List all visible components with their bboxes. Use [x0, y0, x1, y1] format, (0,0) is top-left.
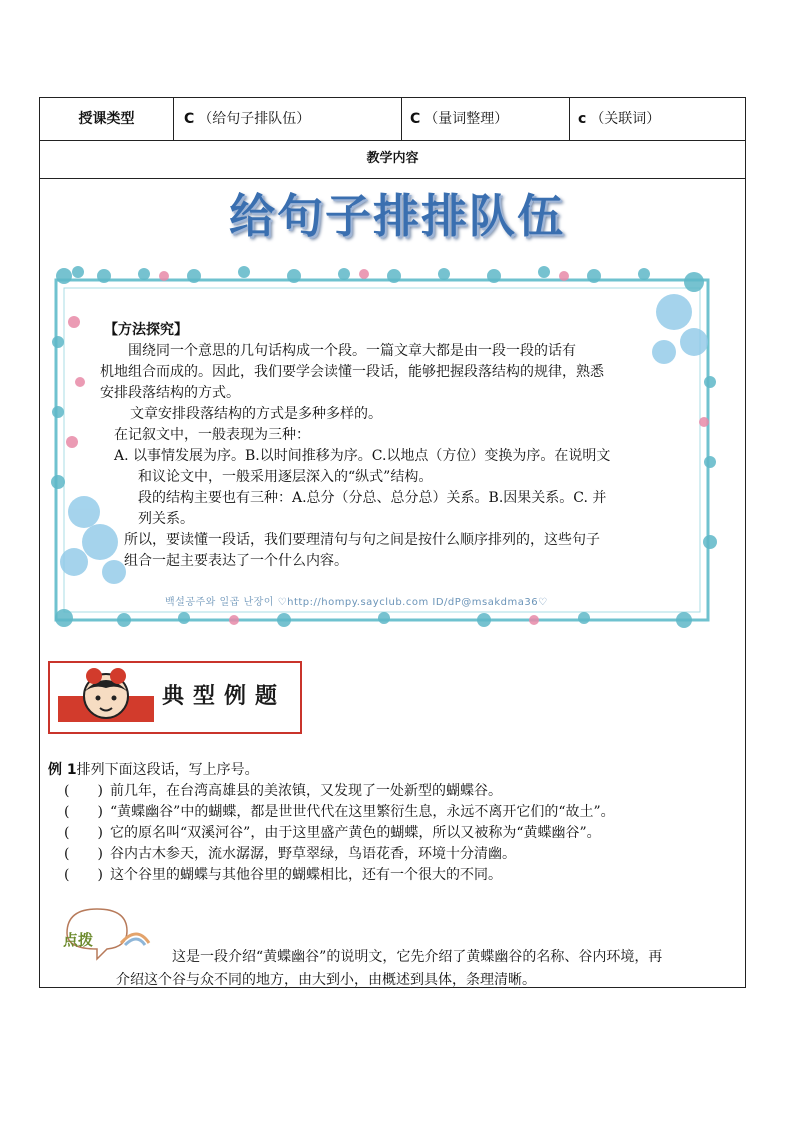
example-section — [48, 760, 748, 886]
tip-line: 这是一段介绍“黄蝶幽谷”的说明文，它先介绍了黄蝶幽谷的名称、谷内环境，再 — [172, 949, 663, 965]
tip-line: 介绍这个谷与众不同的地方，由大到小，由概述到具体，条理清晰。 — [116, 972, 536, 988]
list-item: ( ) 这个谷里的蝴蝶与其他谷里的蝴蝶相比，还有一个很大的不同。 — [64, 867, 502, 883]
examples-banner — [48, 661, 302, 734]
list-item: ( ) 谷内古木参天，流水潺潺，野草翠绿，鸟语花香，环境十分清幽。 — [64, 846, 516, 862]
method-line: 围绕同一个意思的几句话构成一个段。一篇文章大都是由一段一段的话有 — [128, 343, 576, 359]
list-item: ( ) 它的原名叫“双溪河谷”，由于这里盛产黄色的蝴蝶，所以又被称为“黄蝶幽谷”。 — [64, 825, 601, 841]
method-line: 在记叙文中，一般表现为三种： — [114, 427, 310, 443]
method-line: A. 以事情发展为序。B.以时间推移为序。C.以地点（方位）变换为序。在说明文 — [114, 448, 611, 464]
tip-label: 点拨 — [63, 931, 94, 949]
lesson-type-row — [40, 98, 745, 141]
type-label: 授课类型 — [40, 98, 174, 140]
banner-text: 典型例题 — [162, 684, 287, 709]
tip-text — [48, 946, 742, 992]
method-line: 机地组合而成的。因此，我们要学会读懂一段话，能够把握段落结构的规律，熟悉 — [100, 364, 604, 380]
type-option-2: C （量词整理） — [402, 98, 570, 140]
type-option-1: C （给句子排队伍） — [174, 98, 402, 140]
example-prompt: 例 1排列下面这段话，写上序号。 — [48, 762, 259, 778]
method-line: 文章安排段落结构的方式是多种多样的。 — [130, 406, 382, 422]
method-line: 安排段落结构的方式。 — [100, 385, 240, 401]
method-section — [100, 320, 690, 572]
cartoon-girl-icon — [58, 666, 154, 730]
type-option-3: c （关联词） — [578, 111, 661, 127]
method-line: 和议论文中，一般采用逐层深入的“纵式”结构。 — [138, 469, 433, 485]
content-label: 教学内容 — [40, 140, 745, 179]
decoration-caption: 백설공주와 일곱 난장이 ♡http://hompy.sayclub.com ID/dP@msakdma36♡ — [165, 597, 548, 608]
method-heading: 【方法探究】 — [104, 322, 188, 338]
method-line: 所以，要读懂一段话，我们要理清句与句之间是按什么顺序排列的，这些句子 — [124, 532, 600, 548]
page-title: 给句子排排队伍 — [229, 189, 565, 243]
method-line: 列关系。 — [138, 511, 194, 527]
method-line: 段的结构主要也有三种：A.总分（分总、总分总）关系。B.因果关系。C. 并 — [138, 490, 607, 506]
method-line: 组合一起主要表达了一个什么内容。 — [124, 553, 348, 569]
list-item: ( ) 前几年，在台湾高雄县的美浓镇，又发现了一处新型的蝴蝶谷。 — [64, 783, 502, 799]
list-item: ( ) “黄蝶幽谷”中的蝴蝶，都是世世代代在这里繁衍生息，永远不离开它们的“故土”。 — [64, 804, 615, 820]
